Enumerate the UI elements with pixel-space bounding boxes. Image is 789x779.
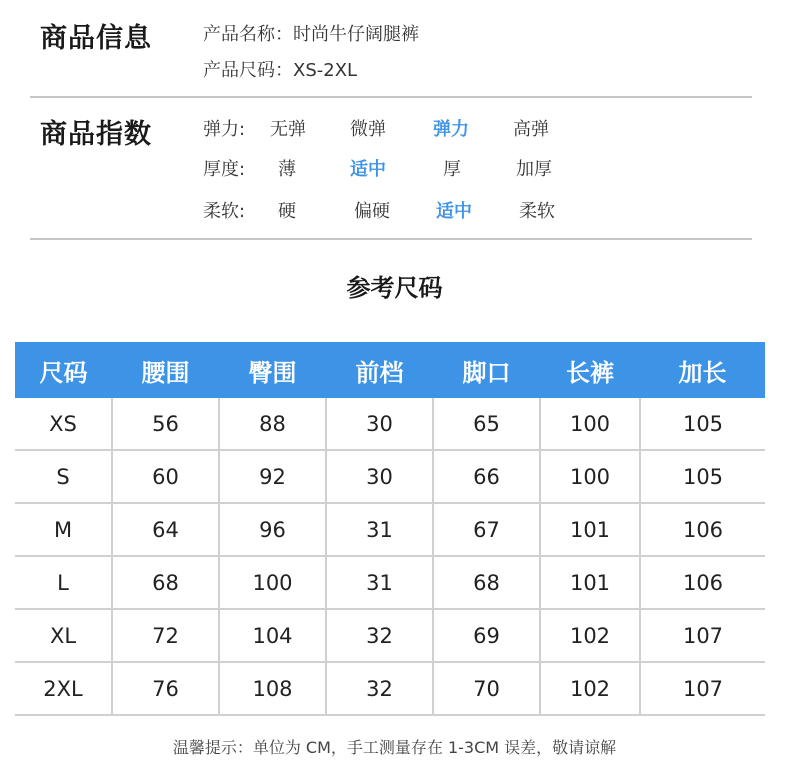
column-header: 腰围 [112, 342, 219, 398]
table-cell: 32 [326, 662, 433, 715]
table-cell: 68 [433, 556, 540, 609]
table-row [15, 662, 765, 715]
table-cell: 101 [540, 503, 640, 556]
table-row [15, 556, 765, 609]
size-table [15, 342, 765, 716]
table-cell: 67 [433, 503, 540, 556]
index-option: 高弹 [513, 119, 549, 140]
product-size-line: 产品尺码：XS-2XL [203, 60, 358, 81]
table-cell: 60 [112, 450, 219, 503]
table-cell: 68 [112, 556, 219, 609]
table-cell: 88 [219, 398, 326, 450]
table-row [15, 609, 765, 662]
column-header: 臀围 [219, 342, 326, 398]
elasticity-label: 弹力: [203, 119, 246, 140]
table-cell: S [15, 450, 112, 503]
table-cell: M [15, 503, 112, 556]
product-info-title: 商品信息 [40, 23, 152, 54]
table-row [15, 503, 765, 556]
index-option: 弹力 [433, 119, 469, 140]
table-cell: 56 [112, 398, 219, 450]
table-cell: 30 [326, 450, 433, 503]
column-header: 尺码 [15, 342, 112, 398]
table-cell: 92 [219, 450, 326, 503]
index-option: 微弹 [350, 119, 386, 140]
column-header: 脚口 [433, 342, 540, 398]
table-cell: 106 [640, 503, 765, 556]
table-cell: 106 [640, 556, 765, 609]
table-cell: 107 [640, 609, 765, 662]
index-option: 柔软 [519, 201, 555, 222]
thickness-label: 厚度: [203, 159, 246, 180]
index-option: 适中 [350, 159, 386, 180]
table-cell: 100 [540, 450, 640, 503]
product-name-line: 产品名称：时尚牛仔阔腿裤 [203, 24, 419, 45]
reference-size-title: 参考尺码 [346, 274, 443, 302]
table-row [15, 450, 765, 503]
table-cell: 96 [219, 503, 326, 556]
column-header: 前档 [326, 342, 433, 398]
table-cell: 107 [640, 662, 765, 715]
softness-label: 柔软: [203, 201, 246, 222]
table-cell: 31 [326, 556, 433, 609]
index-option: 薄 [278, 159, 296, 180]
table-cell: 105 [640, 398, 765, 450]
table-cell: 70 [433, 662, 540, 715]
measurement-note: 温馨提示：单位为 CM，手工测量存在 1-3CM 误差，敬请谅解 [172, 738, 617, 757]
table-cell: 102 [540, 609, 640, 662]
table-cell: 32 [326, 609, 433, 662]
index-option: 适中 [436, 201, 472, 222]
table-cell: 30 [326, 398, 433, 450]
product-index-title: 商品指数 [40, 119, 152, 150]
section-divider [30, 238, 752, 240]
table-cell: 2XL [15, 662, 112, 715]
table-cell: 76 [112, 662, 219, 715]
table-cell: 102 [540, 662, 640, 715]
table-cell: 65 [433, 398, 540, 450]
table-cell: 108 [219, 662, 326, 715]
index-option: 硬 [278, 201, 296, 222]
table-cell: 31 [326, 503, 433, 556]
table-cell: L [15, 556, 112, 609]
table-cell: 101 [540, 556, 640, 609]
index-option: 厚 [443, 159, 461, 180]
table-cell: 105 [640, 450, 765, 503]
table-cell: XL [15, 609, 112, 662]
table-header-row [15, 342, 765, 398]
column-header: 长裤 [540, 342, 640, 398]
table-row [15, 398, 765, 450]
table-cell: 64 [112, 503, 219, 556]
column-header: 加长 [640, 342, 765, 398]
table-cell: 72 [112, 609, 219, 662]
table-cell: 69 [433, 609, 540, 662]
index-option: 无弹 [270, 119, 306, 140]
table-cell: 104 [219, 609, 326, 662]
table-cell: XS [15, 398, 112, 450]
index-option: 加厚 [516, 159, 552, 180]
table-cell: 100 [219, 556, 326, 609]
section-divider [30, 96, 752, 98]
index-option: 偏硬 [354, 201, 390, 222]
table-cell: 66 [433, 450, 540, 503]
table-cell: 100 [540, 398, 640, 450]
